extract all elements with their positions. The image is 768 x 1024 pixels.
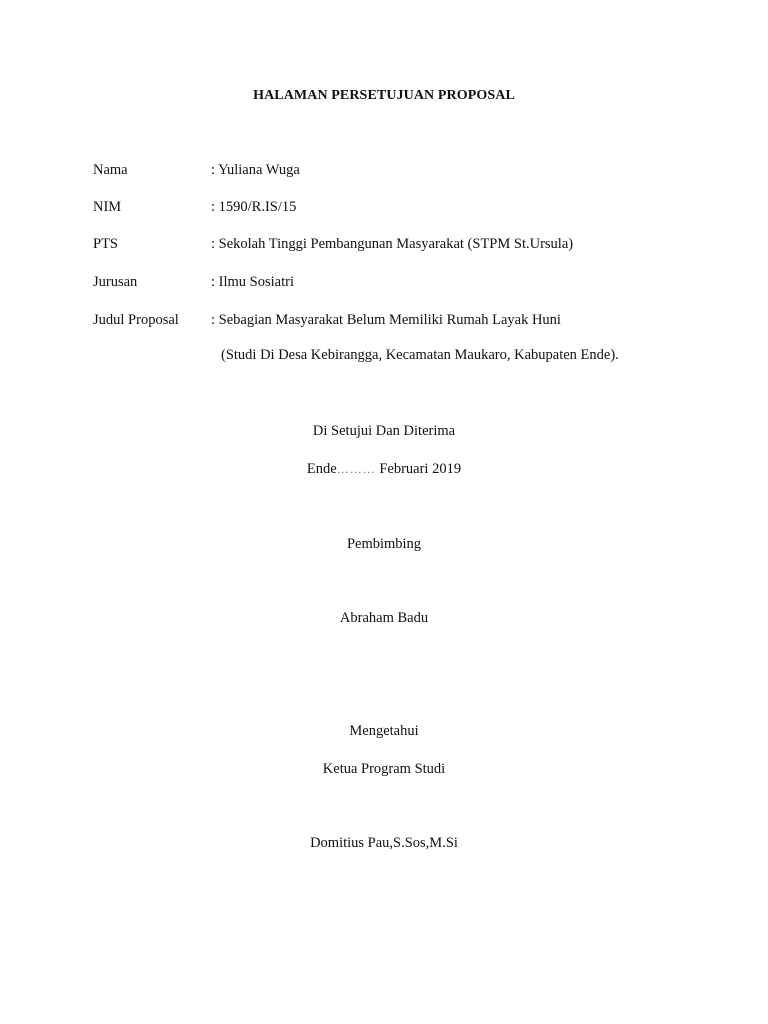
field-label-nim: NIM xyxy=(93,199,122,215)
head-name: Domitius Pau,S.Sos,M.Si xyxy=(310,835,458,851)
advisor-name: Abraham Badu xyxy=(339,610,429,626)
field-value-pts: : Sekolah Tinggi Pembangunan Masyarakat (STPM St.Ursula) xyxy=(211,236,574,252)
head-role: Ketua Program Studi xyxy=(322,761,446,777)
approval-place: Ende xyxy=(306,461,337,477)
acknowledge-label: Mengetahui xyxy=(349,723,419,739)
field-value-nama: : Yuliana Wuga xyxy=(211,162,300,178)
field-value-judul: : Sebagian Masyarakat Belum Memiliki Rumah Layak Huni xyxy=(211,312,561,328)
field-label-judul: Judul Proposal xyxy=(93,312,179,328)
approval-date-dots: ……… xyxy=(336,462,376,476)
approval-statement: Di Setujui Dan Diterima xyxy=(312,423,456,439)
field-value-judul-continuation: (Studi Di Desa Kebirangga, Kecamatan Maukaro, Kabupaten Ende). xyxy=(221,347,619,363)
field-label-pts: PTS xyxy=(93,236,118,252)
field-label-nama: Nama xyxy=(93,162,128,178)
document-title: HALAMAN PERSETUJUAN PROPOSAL xyxy=(253,88,515,103)
field-label-jurusan: Jurusan xyxy=(93,274,138,290)
field-value-nim: : 1590/R.IS/15 xyxy=(211,199,297,215)
field-value-jurusan: : Ilmu Sosiatri xyxy=(211,274,294,290)
advisor-role: Pembimbing xyxy=(346,536,422,552)
approval-date: Februari 2019 xyxy=(375,461,462,477)
approval-date-line xyxy=(0,461,768,478)
